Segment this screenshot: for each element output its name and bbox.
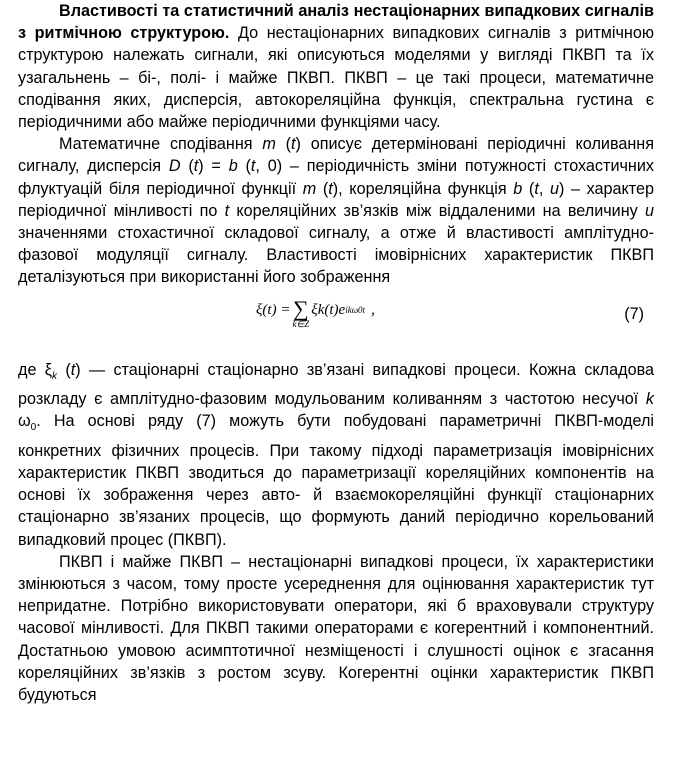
equation-number: (7) — [624, 304, 644, 323]
text: значеннями стохастичної складової сигналу, а отже й властивості амплітудно-фазової модуляції сигналу. Властивості імовірнісних характеристик ПКВП деталізуються при використанні його зображення — [18, 224, 654, 287]
var-b: b — [513, 179, 523, 198]
sum-symbol: ∑ — [293, 295, 309, 321]
var-m: m — [302, 179, 317, 198]
paragraph-1-body: До нестаціонарних випадкових сигналів з ритмічною структурою належать сигнали, які описуються моделями у вигляді ПКВП та їх узагальнень – бі-, полі- і майже ПКВП. ПКВП – це такі процеси, математичне сподівання яких, дисперсія, автокореляційна функція, спектральна густина є періодичними або майже періодичними функціями часу. — [18, 24, 654, 132]
formula-term: ξk(t)e — [311, 301, 346, 318]
subscript-zero: 0 — [30, 422, 37, 434]
equation-7 — [18, 289, 654, 359]
text: ω — [18, 412, 31, 431]
formula-lhs: ξ(t) = — [256, 301, 291, 318]
text: ) описує детерміновані періодичні коливання сигналу, дисперсія — [18, 135, 655, 176]
formula — [256, 295, 375, 329]
text: ), кореляційна функція — [332, 179, 514, 198]
var-t: t — [534, 179, 539, 198]
text: ( — [57, 360, 71, 379]
text: . На основі ряду (7) можуть бути побудовані параметричні ПКВП-моделі конкретних фізичних процесів. При такому підході параметризація імовірнісних характеристик ПКВП зводиться до параметризації кореляційних компонентів на основі їх зображення через авто- й взаємокореляційні функції стаціонарних стаціонарно зв’язаних процесів, що формують даний періодично корельований випадковий процес (ПКВП). — [18, 412, 654, 549]
text: Математичне сподівання — [59, 135, 263, 154]
formula-exponent: ikω0t — [345, 304, 366, 315]
section-heading: Властивості та статистичний аналіз нестаціонарних випадкових сигналів з ритмічною структурою. — [18, 2, 654, 43]
paragraph-3 — [18, 359, 654, 551]
text: ) = — [198, 157, 229, 176]
text: ( — [316, 179, 329, 198]
text: де ξ — [18, 360, 53, 379]
var-k: k — [645, 390, 654, 409]
var-u: u — [645, 201, 655, 220]
text: кореляційних зв’язків між віддаленими на величину — [229, 201, 645, 220]
var-t: t — [328, 179, 333, 198]
text: ( — [237, 157, 251, 176]
var-b: b — [228, 157, 238, 176]
text: ( — [180, 157, 194, 176]
sum-operator — [292, 295, 310, 329]
formula-tail: , — [371, 301, 375, 318]
var-m: m — [262, 135, 276, 154]
var-D: D — [168, 157, 181, 176]
paragraph-4 — [18, 551, 654, 706]
var-t: t — [193, 157, 199, 176]
text: ( — [275, 135, 292, 154]
text: ( — [522, 179, 535, 198]
var-u: u — [549, 179, 559, 198]
var-t: t — [70, 360, 76, 379]
var-t: t — [291, 135, 296, 154]
document-page — [18, 0, 654, 706]
paragraph-4-body: ПКВП і майже ПКВП – нестаціонарні випадкові процеси, їх характеристики змінюються з часом, тому просте усереднення для оцінювання характеристик тут непридатне. Потрібно використовувати оператори, які б враховували структуру часової мінливості. Для ПКВП такими операторами є когерентний і компонентний. Достатньою умовою асимптотичної незміщеності і слушності оцінок є згасання кореляційних зв’язків з ростом зсуву. Когерентні оцінки характеристик ПКВП будуються — [18, 552, 654, 704]
var-t: t — [250, 157, 256, 176]
sum-subscript: k∈Z — [292, 318, 310, 329]
text: , 0) – періодичність зміни потужності стохастичних флуктуацій біля періодичної функції — [18, 157, 654, 198]
subscript-k: k — [52, 370, 58, 382]
paragraph-2 — [18, 133, 654, 288]
text: ) — стаціонарні стаціонарно зв’язані випадкові процеси. Кожна складова розкладу є амплітудно-фазовим модульованим коливанням з частотою несучої — [18, 360, 654, 409]
text: ) – характер періодичної мінливості по — [18, 179, 655, 220]
paragraph-1 — [18, 0, 654, 133]
text: , — [538, 179, 550, 198]
var-t: t — [224, 201, 230, 220]
